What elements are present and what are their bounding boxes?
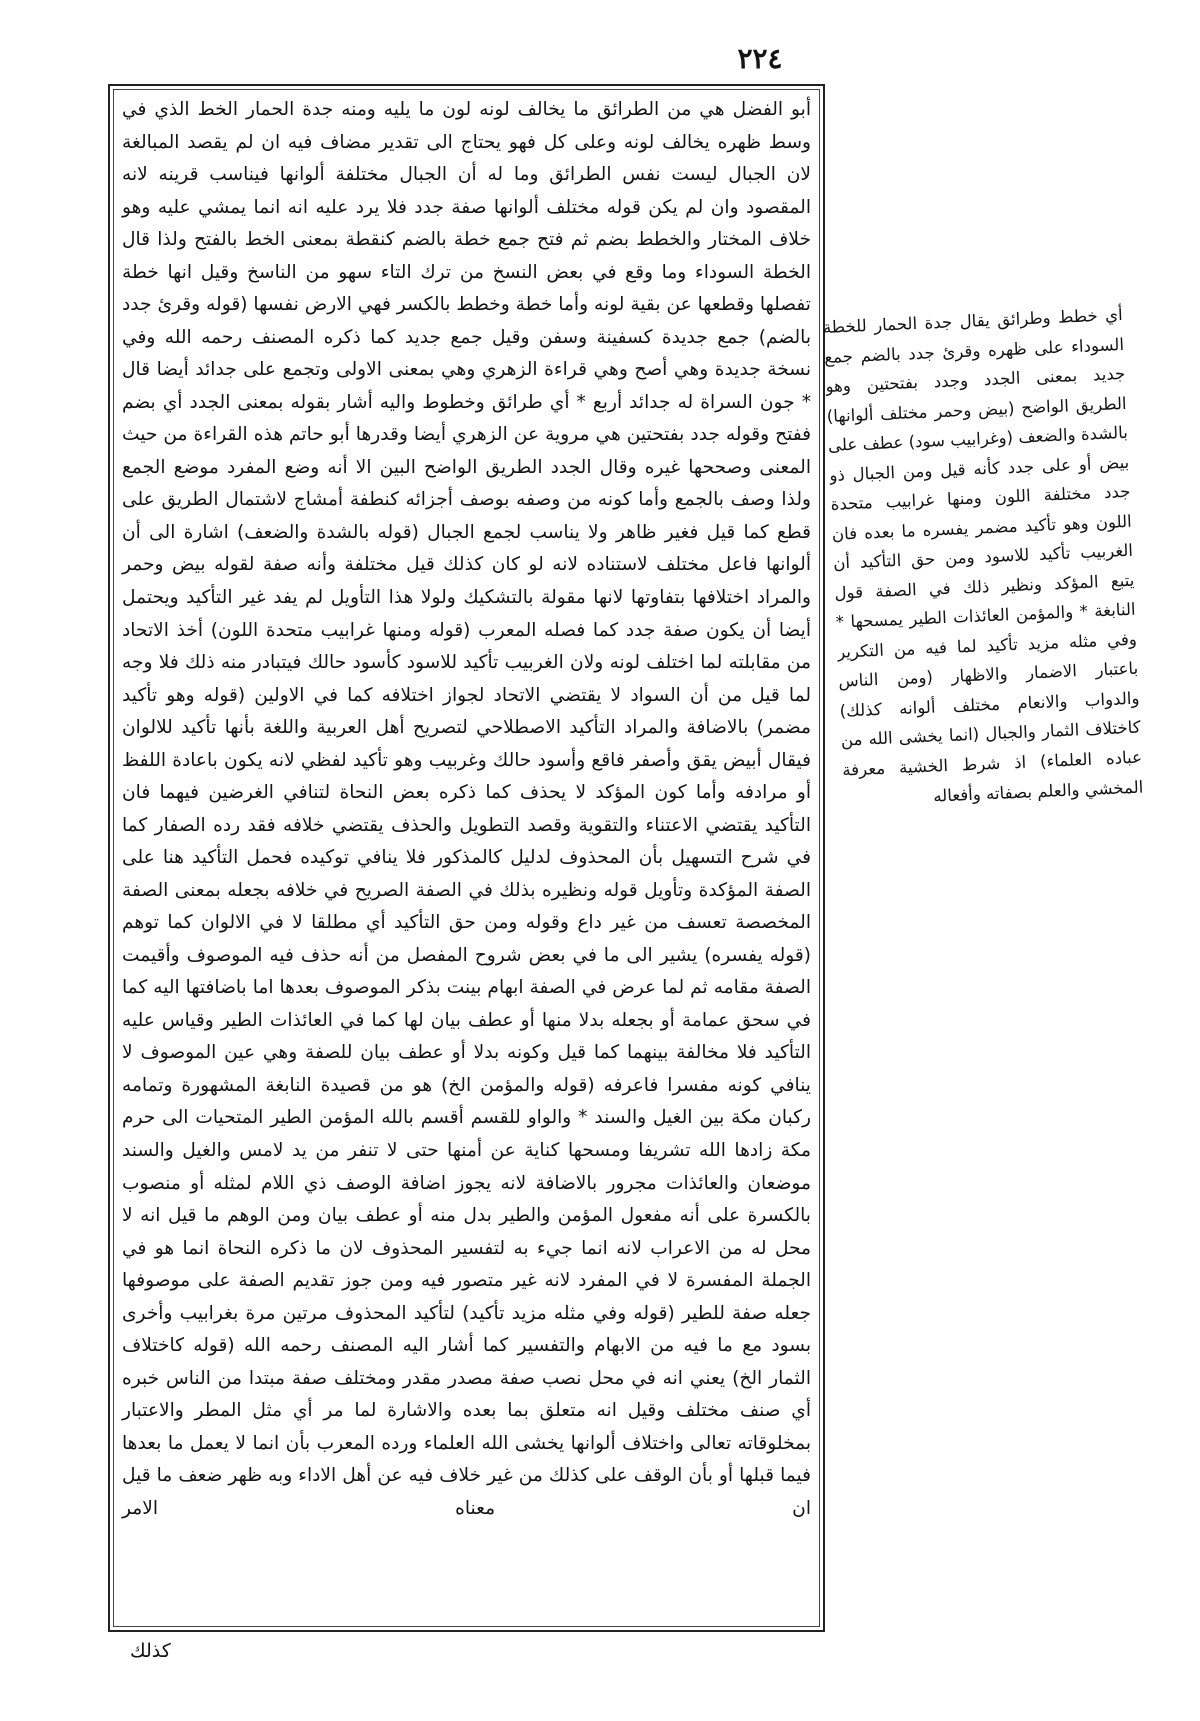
main-text-frame (108, 84, 825, 1632)
main-commentary-text: أبو الفضل هي من الطرائق ما يخالف لونه لون ما يليه ومنه جدة الحمار الخط الذي في وسط ظهره يخالف لونه وعلى كل فهو يحتاج الى تقدير مضاف فيه ان لم يقصد المبالغة لان الجبال ليست نفس الطرائق وما له أن الجبال مختلفة ألوانها فيناسب قرينه لانه المقصود وان لم يكن قوله مختلف ألوانها صفة جدد فلا يرد عليه انه انما يمشي عليه وهو خلاف المختار والخطط بضم ثم فتح جمع خطة بالضم كنقطة بمعنى الخط بالفتح ولذا قال الخطة السوداء وما وقع في بعض النسخ من ترك التاء سهو من الناسخ وقيل انها خطة تفصلها وقطعها عن بقية لونه وأما خطة وخطط بالكسر فهي الارض نفسها (قوله وقرئ جدد بالضم) جمع جديدة كسفينة وسفن وقيل جمع جديد كما ذكره المصنف رحمه الله وفي نسخة جديدة وهي أصح وهي قراءة الزهري وهي بمعنى الاولى وتجمع على جدائد أيضا قال * جون السراة له جدائد أربع * أي طرائق وخطوط واليه أشار بقوله بمعنى الجدد أي بضم ففتح وقوله جدد بفتحتين هي مروية عن الزهري أيضا وقدرها أبو حاتم هذه القراءة من حيث المعنى وصححها غيره وقال الجدد الطريق الواضح البين الا أنه وضع المفرد موضع الجمع ولذا وصف بالجمع وأما كونه من وصفه بوصف أجزائه كنطفة أمشاج لاشتمال الطريق على قطع كما قيل فغير ظاهر ولا يناسب لجمع الجبال (قوله بالشدة والضعف) اشارة الى أن ألوانها فاعل مختلف لاستناده لانه لو كان كذلك قيل مختلفة وأنه صفة لقوله بيض وحمر والمراد اختلافها بتفاوتها لانها مقولة بالتشكيك ولولا هذا التأويل لم يفد غير التأكيد ويحتمل أيضا أن يكون صفة جدد كما فصله المعرب (قوله ومنها غرابيب متحدة اللون) أخذ الاتحاد من مقابلته لما اختلف لونه ولان الغربيب تأكيد للاسود كأسود حالك فيتبادر منه ذلك فلا وجه لما قيل من أن السواد لا يقتضي الاتحاد لجواز اختلافه كما في الاولين (قوله وهو تأكيد مضمر) بالاضافة والمراد التأكيد الاصطلاحي لتصريح أهل العربية واللغة بأنها تأكيد للالوان فيقال أبيض يقق وأصفر فاقع وأسود حالك وغربيب وهو تأكيد لفظي لانه يكون باعادة اللفظ أو مرادفه وأما كون المؤكد لا يحذف كما ذكره بعض النحاة لتنافي الغرضين فيهما فان التأكيد يقتضي الاعتناء والتقوية وقصد التطويل والحذف يقتضي خلافه فقد رده الصفار كما في شرح التسهيل بأن المحذوف لدليل كالمذكور فلا ينافي توكيده فحمل التأكيد هنا على الصفة المؤكدة وتأويل قوله ونظيره بذلك في الصفة الصريح في خلافه بجعله بمعنى الصفة المخصصة تعسف من غير داع وقوله ومن حق التأكيد أي مطلقا لا في الالوان كما توهم (قوله يفسره) يشير الى ما في بعض شروح المفصل من أنه حذف فيه الموصوف وأقيمت الصفة مقامه ثم لما عرض في الصفة ابهام بينت بذكر الموصوف بعدها اما باضافتها اليه كما في سحق عمامة أو بجعله بدلا منها أو عطف بيان لها كما في العائذات الطير وقياس عليه التأكيد فلا مخالفة بينهما كما قيل وكونه بدلا أو عطف بيان للصفة وهي عين الموصوف لا ينافي كونه مفسرا فاعرفه (قوله والمؤمن الخ) هو من قصيدة النابغة المشهورة وتمامه ركبان مكة بين الغيل والسند * والواو للقسم أقسم بالله المؤمن الطير المتحيات الى حرم مكة زادها الله تشريفا ومسحها كناية عن أمنها حتى لا تنفر من يد لامس والغيل والسند موضعان والعائذات مجرور بالاضافة لانه يجوز اضافة الوصف ذي اللام لمثله أو منصوب بالكسرة على أنه مفعول المؤمن والطير بدل منه أو عطف بيان ومن الوهم ما قيل انه لا محل له من الاعراب لانه انما جيء به لتفسير المحذوف لان ما ذكره النحاة انما هو في الجملة المفسرة لا في المفرد لانه غير متصور فيه ومن جوز تقديم الصفة على موصوفها جعله صفة للطير (قوله وفي مثله مزيد تأكيد) لتأكيد المحذوف مرتين مرة بغرابيب وأخرى بسود مع ما فيه من الابهام والتفسير كما أشار اليه المصنف رحمه الله (قوله كاختلاف الثمار الخ) يعني انه في محل نصب صفة مصدر مقدر ومختلف صفة مبتدا من الناس خبره أي صنف مختلف وقيل انه متعلق بما بعده والاشارة لما مر أي مثل المطر والاعتبار بمخلوقاته تعالى واختلاف ألوانها يخشى الله العلماء ورده المعرب بأن انما لا يعمل ما بعدها فيما قبلها أو بأن الوقف على كذلك من غير خلاف فيه عن أهل الاداء وبه ظهر ضعف ما قيل ان معناه الامر (122, 99, 811, 1519)
page-number: ٢٢٤ (737, 42, 783, 75)
catchword: كذلك (130, 1640, 171, 1662)
margin-note-text: أي خطط وطرائق يقال جدة الحمار للخطة السوداء على ظهره وقرئ جدد بالضم جمع جديد بمعنى الجدد وجدد بفتحتين وهو الطريق الواضح (بيض وحمر مختلف ألوانها) بالشدة والضعف (وغرابيب سود) عطف على بيض أو على جدد كأنه قيل ومن الجبال ذو جدد مختلفة اللون ومنها غرابيب متحدة اللون وهو تأكيد مضمر يفسره ما بعده فان الغربيب تأكيد للاسود ومن حق التأكيد أن يتبع المؤكد ونظير ذلك في الصفة قول النابغة * والمؤمن العائذات الطير يمسحها * وفي مثله مزيد تأكيد لما فيه من التكرير باعتبار الاضمار والاظهار (ومن الناس والدواب والانعام مختلف ألوانه كذلك) كاختلاف الثمار والجبال (انما يخشى الله من عباده العلماء) اذ شرط الخشية معرفة المخشي والعلم بصفاته وأفعاله (822, 304, 1144, 806)
